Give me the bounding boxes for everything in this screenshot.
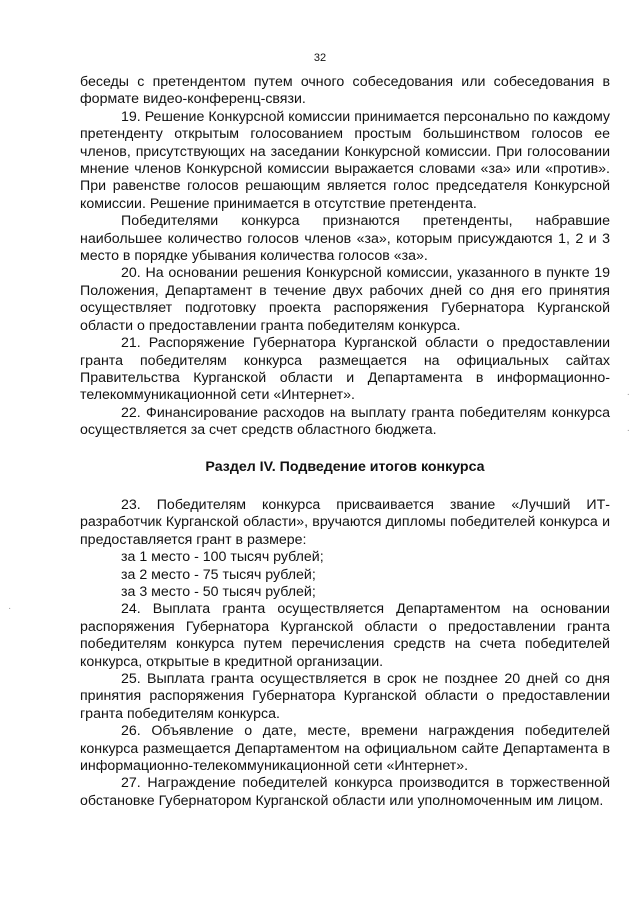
scan-speck: · [626,425,630,436]
paragraph-19: 19. Решение Конкурсной комиссии принимается персонально по каждому претенденту открытым голосованием простым большинством голосов ее членов, присутствующих на заседании Конкурсной комиссии. При голосовании мнение членов Конкурсной комиссии выражается словами «за» или «против». При равенстве голосов решающим является голос председателя Конкурсной комиссии. Решение принимается в отсутствие претендента. [80,108,610,212]
prize-list-item: за 2 место - 75 тысяч рублей; [121,566,316,583]
paragraph-26: 26. Объявление о дате, месте, времени награждения победителей конкурса размещается Департаментом на официальном сайте Департамента в информационно-телекоммуникационной сети «Интернет». [80,723,610,775]
document-body [80,74,610,810]
paragraph-25: 25. Выплата гранта осуществляется в срок не позднее 20 дней со дня принятия распоряжения Губернатора Курганской области о предоставлении гранта победителям конкурса. [80,671,610,722]
scan-speck: · [626,389,630,400]
paragraph-24: 24. Выплата гранта осуществляется Департаментом на основании распоряжения Губернатора Курганской области о предоставлении гранта победителям конкурса путем перечисления средств на счета победителей конкурса, открытые в кредитной организации. [80,601,610,670]
page-number: 32 [313,52,327,64]
prize-list-item: за 1 место - 100 тысяч рублей; [121,549,324,566]
paragraph-27: 27. Награждение победителей конкурса производится в торжественной обстановке Губернатором Курганской области или уполномоченным им лицом. [80,775,610,809]
section-heading: Раздел IV. Подведение итогов конкурса [205,458,485,475]
paragraph-22: 22. Финансирование расходов на выплату гранта победителям конкурса осуществляется за счет средств областного бюджета. [80,404,610,439]
paragraph-winners: Победителями конкурса признаются претенденты, набравшие наибольшее количество голосов членов «за», которым присуждаются 1, 2 и 3 место в порядке убывания количества голосов «за». [80,213,610,265]
paragraph-23: 23. Победителям конкурса присваивается звание «Лучший ИТ-разработчик Курганской области», вручаются дипломы победителей конкурса и предоставляется грант в размере: [80,496,610,548]
prize-list-item: за 3 место - 50 тысяч рублей; [121,583,316,600]
paragraph-20: 20. На основании решения Конкурсной комиссии, указанного в пункте 19 Положения, Департамент в течение двух рабочих дней со дня его принятия осуществляет подготовку проекта распоряжения Губернатора Курганской области о предоставлении гранта победителям конкурса. [80,265,610,334]
scan-speck: · [8,603,12,614]
paragraph-continuation: беседы с претендентом путем очного собеседования или собеседования в формате видео-конференц-связи. [80,74,610,108]
paragraph-21: 21. Распоряжение Губернатора Курганской области о предоставлении гранта победителям конкурса размещается на официальных сайтах Правительства Курганской области и Департамента в информационно-телекоммуникационной сети «Интернет». [80,335,610,404]
